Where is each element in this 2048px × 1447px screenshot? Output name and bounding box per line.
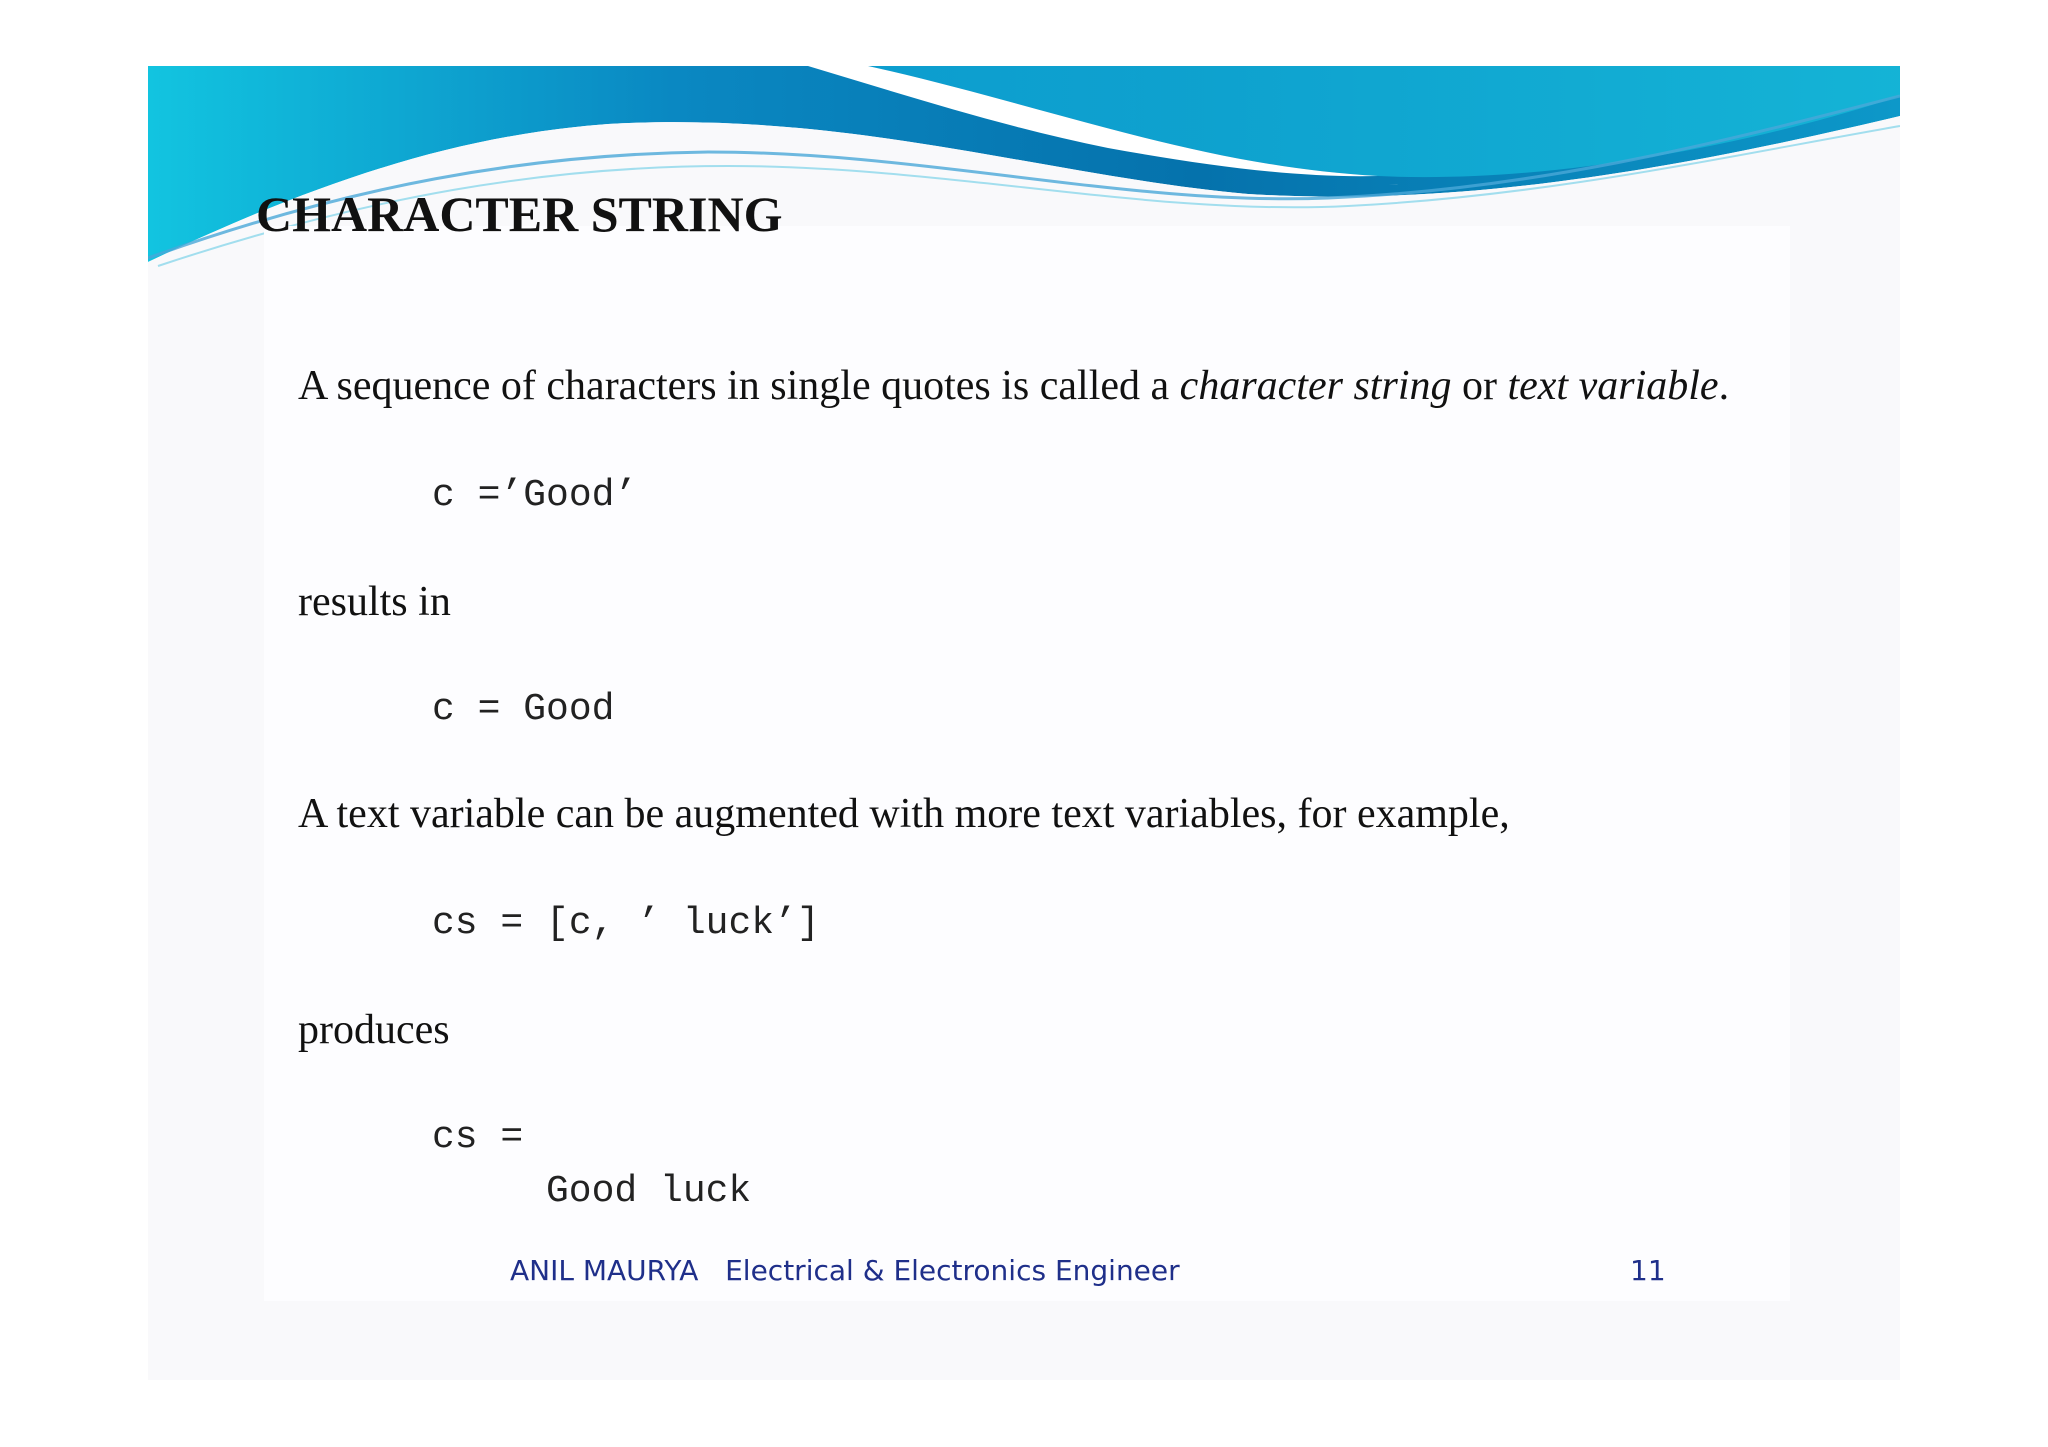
code-example-concat: cs = [c, ’ luck’] [432, 902, 820, 945]
term-character-string: character string [1179, 363, 1452, 409]
intro-text-part3: . [1718, 363, 1730, 409]
footer-page-number: 11 [1630, 1254, 1666, 1287]
footer-author: ANIL MAURYA Electrical & Electronics Engineer [510, 1254, 1180, 1287]
text-results-in: results in [298, 579, 451, 625]
code-example-assign: c =’Good’ [432, 474, 638, 517]
slide [148, 66, 1900, 1380]
intro-text-part2: or [1451, 363, 1508, 409]
text-augment: A text variable can be augmented with more text variables, for example, [298, 791, 1510, 837]
term-text-variable: text variable [1507, 363, 1719, 409]
text-produces: produces [298, 1007, 450, 1053]
intro-paragraph [298, 362, 1729, 410]
slide-title: CHARACTER STRING [256, 186, 783, 242]
code-output-value: Good luck [546, 1170, 752, 1213]
code-output-label: cs = [432, 1116, 524, 1159]
intro-text-part1: A sequence of characters in single quotes is called a [298, 363, 1180, 409]
code-example-result: c = Good [432, 688, 615, 731]
